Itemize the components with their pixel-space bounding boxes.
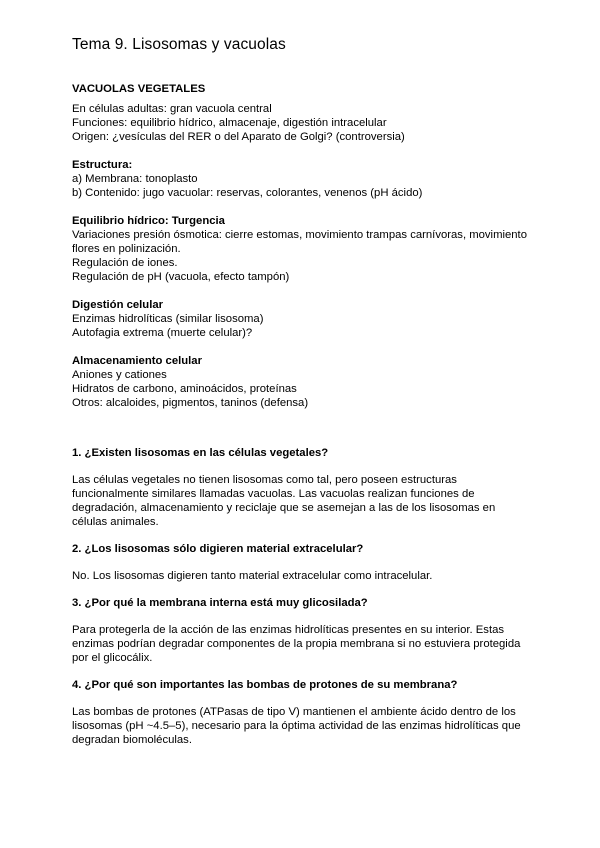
text-line: Regulación de pH (vacuola, efecto tampón) xyxy=(72,271,290,283)
questions-section xyxy=(72,446,532,760)
text-line: Otros: alcaloides, pigmentos, taninos (defensa) xyxy=(72,397,309,409)
answer-text: Las bombas de protones (ATPasas de tipo V) mantienen el ambiente ácido dentro de los lisosomas (pH ~4.5–5), necesario para la óptima actividad de las enzimas hidrolíticas que degradan biomoléculas. xyxy=(72,706,521,746)
question-block xyxy=(72,596,532,665)
question-block xyxy=(72,446,532,529)
question-block xyxy=(72,678,532,747)
text-line: b) Contenido: jugo vacuolar: reservas, colorantes, venenos (pH ácido) xyxy=(72,187,423,199)
section-vacuolas xyxy=(72,82,532,144)
text-line: Variaciones presión ósmotica: cierre estomas, movimiento trampas carnívoras, movimiento flores en polinización. xyxy=(72,229,527,255)
text-line: Funciones: equilibrio hídrico, almacenaje, digestión intracelular xyxy=(72,117,387,129)
text-line: Autofagia extrema (muerte celular)? xyxy=(72,327,253,339)
text-line: Origen: ¿vesículas del RER o del Aparato de Golgi? (controversia) xyxy=(72,131,405,143)
question-block xyxy=(72,542,532,583)
section-almacenamiento xyxy=(72,354,532,410)
section-heading: VACUOLAS VEGETALES xyxy=(72,83,206,95)
section-heading: Digestión celular xyxy=(72,299,164,311)
answer-text: No. Los lisosomas digieren tanto material extracelular como intracelular. xyxy=(72,570,433,582)
text-line: a) Membrana: tonoplasto xyxy=(72,173,198,185)
text-line: Aniones y cationes xyxy=(72,369,167,381)
question-heading: 1. ¿Existen lisosomas en las células vegetales? xyxy=(72,447,329,459)
question-heading: 4. ¿Por qué son importantes las bombas de protones de su membrana? xyxy=(72,679,458,691)
section-heading: Almacenamiento celular xyxy=(72,355,202,367)
section-digestion xyxy=(72,298,532,340)
page-title: Tema 9. Lisosomas y vacuolas xyxy=(72,36,286,53)
section-heading: Equilibrio hídrico: Turgencia xyxy=(72,215,225,227)
text-line: Regulación de iones. xyxy=(72,257,178,269)
text-line: Enzimas hidrolíticas (similar lisosoma) xyxy=(72,313,264,325)
section-equilibrio xyxy=(72,214,532,284)
question-heading: 2. ¿Los lisosomas sólo digieren material extracelular? xyxy=(72,543,364,555)
section-heading: Estructura: xyxy=(72,159,133,171)
answer-text: Para protegerla de la acción de las enzimas hidrolíticas presentes en su interior. Estas enzimas podrían degradar componentes de la propia membrana si no estuviera protegida por el glicocálix. xyxy=(72,624,521,664)
question-heading: 3. ¿Por qué la membrana interna está muy glicosilada? xyxy=(72,597,368,609)
text-line: Hidratos de carbono, aminoácidos, proteínas xyxy=(72,383,297,395)
text-line: En células adultas: gran vacuola central xyxy=(72,103,272,115)
answer-text: Las células vegetales no tienen lisosomas como tal, pero poseen estructuras funcionalmente similares llamadas vacuolas. Las vacuolas realizan funciones de degradación, almacenamiento y reciclaje que se asemejan a las de los lisosomas en células animales. xyxy=(72,474,496,528)
document-page xyxy=(72,36,532,424)
section-estructura xyxy=(72,158,532,200)
